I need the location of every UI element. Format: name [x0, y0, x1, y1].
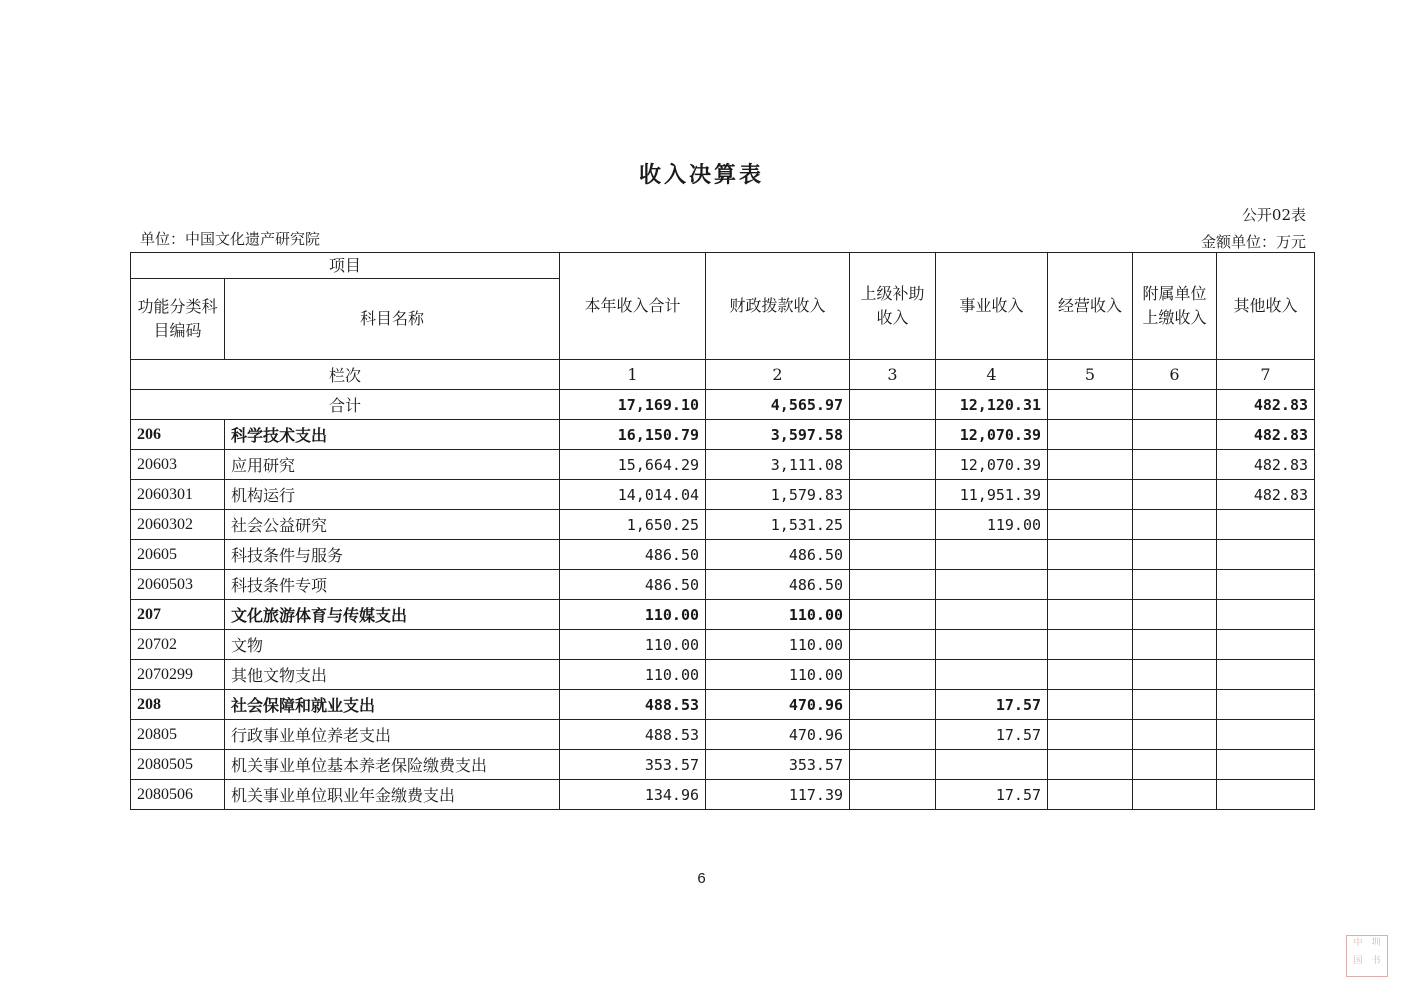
row-c4: 12,070.39 [936, 420, 1048, 450]
header-name: 科目名称 [225, 279, 560, 360]
row-c7: 482.83 [1217, 480, 1315, 510]
row-c2: 1,531.25 [706, 510, 850, 540]
total-c6 [1133, 390, 1217, 420]
lanci-6: 6 [1133, 360, 1217, 390]
row-code: 2060302 [131, 510, 225, 540]
row-c3 [850, 600, 936, 630]
row-c6 [1133, 540, 1217, 570]
table-row [131, 720, 1315, 750]
row-c4 [936, 630, 1048, 660]
row-name: 社会公益研究 [225, 510, 560, 540]
income-table [130, 252, 1315, 810]
row-c4: 119.00 [936, 510, 1048, 540]
row-c3 [850, 480, 936, 510]
row-c4: 11,951.39 [936, 480, 1048, 510]
page-title: 收入决算表 [638, 162, 764, 188]
unit-label: 单位：中国文化遗产研究院 [140, 230, 321, 248]
row-c4: 17.57 [936, 780, 1048, 810]
row-code: 20603 [131, 450, 225, 480]
lanci-7: 7 [1217, 360, 1315, 390]
row-c1: 134.96 [560, 780, 706, 810]
row-c7 [1217, 600, 1315, 630]
row-c6 [1133, 600, 1217, 630]
table-row [131, 780, 1315, 810]
row-code: 207 [131, 600, 225, 630]
row-c3 [850, 450, 936, 480]
row-c2: 470.96 [706, 690, 850, 720]
row-c6 [1133, 570, 1217, 600]
row-c2: 110.00 [706, 660, 850, 690]
header-col4: 事业收入 [936, 253, 1048, 360]
total-c1: 17,169.10 [560, 390, 706, 420]
header-col7: 其他收入 [1217, 253, 1315, 360]
form-number: 公开02表 [1241, 206, 1306, 224]
row-c1: 14,014.04 [560, 480, 706, 510]
row-c4 [936, 750, 1048, 780]
row-name: 科技条件专项 [225, 570, 560, 600]
row-c1: 110.00 [560, 600, 706, 630]
row-c7 [1217, 720, 1315, 750]
row-c2: 110.00 [706, 600, 850, 630]
row-code: 2080506 [131, 780, 225, 810]
row-c3 [850, 420, 936, 450]
row-c7 [1217, 750, 1315, 780]
table-row [131, 660, 1315, 690]
row-c4 [936, 600, 1048, 630]
row-c6 [1133, 690, 1217, 720]
row-c5 [1048, 420, 1133, 450]
table-row [131, 630, 1315, 660]
row-c2: 110.00 [706, 630, 850, 660]
row-code: 2060503 [131, 570, 225, 600]
table-row [131, 510, 1315, 540]
row-c1: 16,150.79 [560, 420, 706, 450]
header-col1: 本年收入合计 [560, 253, 706, 360]
table-row [131, 750, 1315, 780]
row-c7 [1217, 690, 1315, 720]
row-c2: 486.50 [706, 540, 850, 570]
row-code: 206 [131, 420, 225, 450]
row-c5 [1048, 750, 1133, 780]
row-c1: 486.50 [560, 540, 706, 570]
row-code: 208 [131, 690, 225, 720]
row-c3 [850, 690, 936, 720]
total-c7: 482.83 [1217, 390, 1315, 420]
row-name: 机关事业单位职业年金缴费支出 [225, 780, 560, 810]
row-name: 文物 [225, 630, 560, 660]
lanci-label: 栏次 [131, 360, 560, 390]
table-row [131, 480, 1315, 510]
row-name: 机关事业单位基本养老保险缴费支出 [225, 750, 560, 780]
row-c5 [1048, 510, 1133, 540]
row-c4 [936, 570, 1048, 600]
row-c7 [1217, 630, 1315, 660]
row-c4: 17.57 [936, 690, 1048, 720]
row-c7: 482.83 [1217, 450, 1315, 480]
row-name: 科学技术支出 [225, 420, 560, 450]
row-c2: 470.96 [706, 720, 850, 750]
total-row [131, 390, 1315, 420]
row-code: 2070299 [131, 660, 225, 690]
row-c4: 17.57 [936, 720, 1048, 750]
header-code: 功能分类科目编码 [131, 279, 225, 360]
row-c1: 488.53 [560, 720, 706, 750]
row-name: 机构运行 [225, 480, 560, 510]
table-row [131, 420, 1315, 450]
row-code: 20702 [131, 630, 225, 660]
table-row [131, 540, 1315, 570]
header-col2: 财政拨款收入 [706, 253, 850, 360]
row-c2: 117.39 [706, 780, 850, 810]
lanci-4: 4 [936, 360, 1048, 390]
total-c3 [850, 390, 936, 420]
row-c1: 486.50 [560, 570, 706, 600]
amount-unit-label: 金额单位：万元 [1200, 233, 1306, 251]
row-c6 [1133, 420, 1217, 450]
row-c7: 482.83 [1217, 420, 1315, 450]
row-c1: 110.00 [560, 660, 706, 690]
row-name: 社会保障和就业支出 [225, 690, 560, 720]
row-code: 2080505 [131, 750, 225, 780]
header-project: 项目 [131, 253, 560, 279]
total-c2: 4,565.97 [706, 390, 850, 420]
row-c1: 353.57 [560, 750, 706, 780]
row-c5 [1048, 660, 1133, 690]
row-c2: 1,579.83 [706, 480, 850, 510]
row-c5 [1048, 570, 1133, 600]
row-c4 [936, 540, 1048, 570]
row-c6 [1133, 630, 1217, 660]
row-c1: 488.53 [560, 690, 706, 720]
row-c1: 1,650.25 [560, 510, 706, 540]
row-c5 [1048, 630, 1133, 660]
seal-stamp [1346, 935, 1388, 977]
total-label: 合计 [131, 390, 560, 420]
row-c2: 3,111.08 [706, 450, 850, 480]
row-c5 [1048, 720, 1133, 750]
row-c6 [1133, 660, 1217, 690]
row-c7 [1217, 540, 1315, 570]
row-c3 [850, 630, 936, 660]
lanci-1: 1 [560, 360, 706, 390]
row-c6 [1133, 510, 1217, 540]
total-c4: 12,120.31 [936, 390, 1048, 420]
row-c2: 3,597.58 [706, 420, 850, 450]
row-c3 [850, 750, 936, 780]
header-col6: 附属单位上缴收入 [1133, 253, 1217, 360]
row-name: 科技条件与服务 [225, 540, 560, 570]
row-c6 [1133, 750, 1217, 780]
row-c5 [1048, 450, 1133, 480]
header-col5: 经营收入 [1048, 253, 1133, 360]
row-c2: 353.57 [706, 750, 850, 780]
row-c3 [850, 540, 936, 570]
row-code: 20805 [131, 720, 225, 750]
row-c6 [1133, 480, 1217, 510]
row-c5 [1048, 780, 1133, 810]
lanci-2: 2 [706, 360, 850, 390]
row-c3 [850, 780, 936, 810]
seal-char: 书 [1371, 956, 1381, 966]
row-c7 [1217, 570, 1315, 600]
lanci-5: 5 [1048, 360, 1133, 390]
seal-char: 中 [1353, 938, 1363, 948]
header-col3: 上级补助收入 [850, 253, 936, 360]
row-c1: 110.00 [560, 630, 706, 660]
table-row [131, 450, 1315, 480]
total-c5 [1048, 390, 1133, 420]
row-c5 [1048, 600, 1133, 630]
row-name: 其他文物支出 [225, 660, 560, 690]
row-c2: 486.50 [706, 570, 850, 600]
row-name: 行政事业单位养老支出 [225, 720, 560, 750]
row-c5 [1048, 540, 1133, 570]
row-code: 2060301 [131, 480, 225, 510]
row-code: 20605 [131, 540, 225, 570]
row-c7 [1217, 660, 1315, 690]
row-c3 [850, 660, 936, 690]
row-c3 [850, 570, 936, 600]
lanci-3: 3 [850, 360, 936, 390]
row-name: 应用研究 [225, 450, 560, 480]
row-c5 [1048, 690, 1133, 720]
seal-char: 圳 [1371, 938, 1381, 948]
row-c4 [936, 660, 1048, 690]
row-c3 [850, 720, 936, 750]
table-row [131, 600, 1315, 630]
table-row [131, 570, 1315, 600]
row-c4: 12,070.39 [936, 450, 1048, 480]
row-name: 文化旅游体育与传媒支出 [225, 600, 560, 630]
row-c1: 15,664.29 [560, 450, 706, 480]
row-c3 [850, 510, 936, 540]
table-row [131, 690, 1315, 720]
row-c7 [1217, 780, 1315, 810]
seal-char: 国 [1353, 956, 1363, 966]
row-c5 [1048, 480, 1133, 510]
page-number: 6 [697, 870, 706, 887]
row-c6 [1133, 780, 1217, 810]
row-c6 [1133, 450, 1217, 480]
row-c7 [1217, 510, 1315, 540]
row-c6 [1133, 720, 1217, 750]
